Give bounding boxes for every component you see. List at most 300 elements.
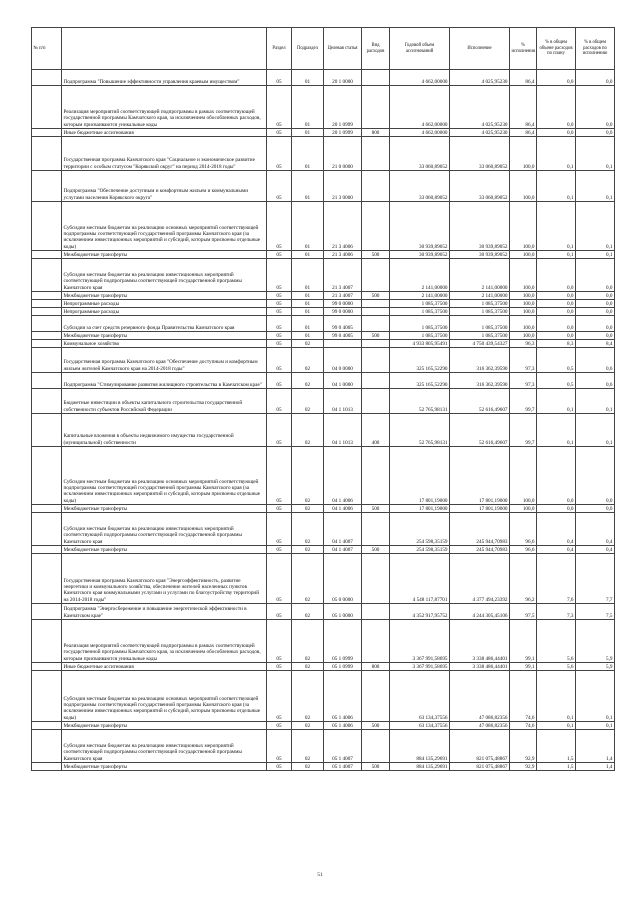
cell-num (32, 70, 62, 86)
cell-execution-percent: 100,0 (510, 202, 537, 251)
cell-annual-allocation: 17 801,19000 (390, 447, 450, 505)
cell-expense-type: 500 (362, 332, 390, 340)
cell-podrazdel: 01 (292, 171, 324, 202)
cell-execution-percent: 97,5 (510, 604, 537, 620)
table-row (32, 414, 615, 447)
cell-execution: 1 085,37500 (450, 300, 510, 308)
cell-annual-allocation: 33 060,89052 (390, 137, 450, 171)
cell-execution: 821 075,48867 (450, 763, 510, 771)
cell-execution: 17 801,19000 (450, 505, 510, 513)
table-row (32, 332, 615, 340)
cell-expense-type (362, 202, 390, 251)
cell-target-article: 21 0 0000 (324, 137, 362, 171)
cell-annual-allocation: 325 165,52290 (390, 373, 450, 389)
cell-execution: 1 085,37500 (450, 332, 510, 340)
cell-annual-allocation: 325 165,52290 (390, 348, 450, 373)
cell-share-execution: 0,1 (576, 137, 615, 171)
cell-target-article: 04 1 4006 (324, 447, 362, 505)
cell-execution: 4 377 494,23392 (450, 554, 510, 604)
cell-expense-type (362, 70, 390, 86)
table-row (32, 251, 615, 259)
cell-share-plan: 0,1 (537, 171, 576, 202)
cell-name: Субсидии местным бюджетам на реализацию основных мероприятий соответствующей подпрограммы соответствующей государственной программы Камчатского края (за исключением инвестиционных мероприятий и субсидий, которым присвоены отдельные коды) (62, 671, 267, 722)
cell-execution-percent: 100,0 (510, 505, 537, 513)
cell-num (32, 554, 62, 604)
cell-num (32, 505, 62, 513)
cell-num (32, 447, 62, 505)
table-row (32, 373, 615, 389)
cell-execution: 316 362,39590 (450, 373, 510, 389)
cell-num (32, 348, 62, 373)
cell-share-plan: 7,3 (537, 604, 576, 620)
cell-share-plan: 0,0 (537, 70, 576, 86)
cell-execution-percent: 99,7 (510, 414, 537, 447)
cell-razdel: 05 (267, 554, 292, 604)
cell-expense-type (362, 86, 390, 129)
cell-num (32, 137, 62, 171)
table-row (32, 546, 615, 554)
cell-share-execution: 1,4 (576, 763, 615, 771)
cell-share-plan: 0,0 (537, 316, 576, 332)
cell-name: Иные бюджетные ассигнования (62, 129, 267, 137)
cell-expense-type: 500 (362, 251, 390, 259)
cell-num (32, 300, 62, 308)
cell-num (32, 373, 62, 389)
cell-target-article: 99 0 0000 (324, 308, 362, 316)
cell-execution: 4 025,95230 (450, 70, 510, 86)
cell-name: Межбюджетные трансферты (62, 722, 267, 730)
cell-share-execution: 0,0 (576, 86, 615, 129)
table-row (32, 137, 615, 171)
cell-expense-type (362, 259, 390, 292)
cell-name: Государственная программа Камчатского края "Социальное и экономическое развитие территории с особым статусом "Корякский округ" на период 2014-2018 годы" (62, 137, 267, 171)
cell-razdel: 05 (267, 722, 292, 730)
cell-target-article: 20 1 0999 (324, 129, 362, 137)
cell-execution: 2 141,00000 (450, 259, 510, 292)
cell-share-execution: 7,5 (576, 604, 615, 620)
cell-podrazdel: 01 (292, 259, 324, 292)
cell-annual-allocation: 4 933 805,95491 (390, 340, 450, 348)
table-row (32, 763, 615, 771)
cell-share-plan: 0,0 (537, 447, 576, 505)
cell-share-execution: 0,0 (576, 259, 615, 292)
cell-annual-allocation: 52 765,98131 (390, 414, 450, 447)
cell-execution-percent: 100,0 (510, 332, 537, 340)
cell-expense-type: 800 (362, 129, 390, 137)
table-row (32, 300, 615, 308)
table-row (32, 604, 615, 620)
cell-annual-allocation: 1 085,37500 (390, 316, 450, 332)
cell-share-execution: 0,0 (576, 300, 615, 308)
cell-execution-percent: 99,7 (510, 389, 537, 414)
cell-num (32, 202, 62, 251)
cell-num (32, 86, 62, 129)
cell-execution-percent: 92,9 (510, 763, 537, 771)
cell-razdel: 05 (267, 129, 292, 137)
header-share-execution: % в общем расходов по исполнению (576, 28, 615, 70)
cell-share-plan: 0,5 (537, 373, 576, 389)
header-num: № п/п (32, 28, 62, 70)
cell-razdel: 05 (267, 332, 292, 340)
cell-execution: 4 244 305,45106 (450, 604, 510, 620)
cell-name: Межбюджетные трансферты (62, 251, 267, 259)
cell-share-plan: 0,1 (537, 251, 576, 259)
cell-name: Межбюджетные трансферты (62, 332, 267, 340)
cell-expense-type (362, 554, 390, 604)
cell-name: Коммунальное хозяйство (62, 340, 267, 348)
cell-name: Подпрограмма "Стимулирование развития жилищного строительства в Камчатском крае" (62, 373, 267, 389)
cell-target-article: 05 1 4007 (324, 763, 362, 771)
cell-share-execution: 0,1 (576, 722, 615, 730)
table-row (32, 129, 615, 137)
cell-execution-percent: 86,4 (510, 129, 537, 137)
cell-podrazdel: 02 (292, 554, 324, 604)
cell-share-execution: 0,0 (576, 332, 615, 340)
cell-execution-percent: 74,6 (510, 671, 537, 722)
cell-share-plan: 0,0 (537, 86, 576, 129)
cell-expense-type (362, 513, 390, 546)
cell-annual-allocation: 1 085,37500 (390, 308, 450, 316)
cell-share-plan: 0,0 (537, 505, 576, 513)
cell-num (32, 730, 62, 763)
table-row (32, 554, 615, 604)
cell-podrazdel: 01 (292, 316, 324, 332)
cell-share-plan: 1,5 (537, 763, 576, 771)
cell-target-article: 05 1 0999 (324, 663, 362, 671)
cell-expense-type: 500 (362, 763, 390, 771)
cell-execution-percent: 100,0 (510, 308, 537, 316)
cell-razdel: 05 (267, 340, 292, 348)
cell-razdel: 05 (267, 316, 292, 332)
cell-podrazdel: 01 (292, 300, 324, 308)
cell-name: Межбюджетные трансферты (62, 505, 267, 513)
cell-expense-type (362, 137, 390, 171)
cell-execution-percent: 96,6 (510, 513, 537, 546)
cell-razdel: 05 (267, 202, 292, 251)
cell-expense-type (362, 620, 390, 663)
cell-share-plan: 0,0 (537, 259, 576, 292)
cell-execution-percent: 86,4 (510, 70, 537, 86)
cell-execution: 47 086,82356 (450, 671, 510, 722)
table-row (32, 389, 615, 414)
cell-share-plan: 0,4 (537, 546, 576, 554)
cell-target-article (324, 340, 362, 348)
cell-execution: 47 086,82356 (450, 722, 510, 730)
cell-razdel: 05 (267, 513, 292, 546)
cell-expense-type (362, 340, 390, 348)
cell-num (32, 671, 62, 722)
cell-podrazdel: 02 (292, 722, 324, 730)
header-razdel: Раздел (267, 28, 292, 70)
cell-podrazdel: 02 (292, 620, 324, 663)
cell-podrazdel: 02 (292, 414, 324, 447)
table-row (32, 730, 615, 763)
cell-podrazdel: 01 (292, 129, 324, 137)
cell-annual-allocation: 254 598,35159 (390, 546, 450, 554)
cell-podrazdel: 01 (292, 202, 324, 251)
budget-table (31, 27, 615, 771)
cell-razdel: 05 (267, 86, 292, 129)
cell-target-article: 05 1 4006 (324, 722, 362, 730)
cell-razdel: 05 (267, 300, 292, 308)
table-row (32, 202, 615, 251)
cell-share-plan: 0,0 (537, 300, 576, 308)
cell-annual-allocation: 52 765,98131 (390, 389, 450, 414)
cell-execution: 33 060,89052 (450, 137, 510, 171)
cell-execution-percent: 100,0 (510, 171, 537, 202)
cell-execution-percent: 100,0 (510, 316, 537, 332)
cell-name: Бюджетные инвестиции в объекты капитального строительства государственной собственности субъектов Российской Федерации (62, 389, 267, 414)
cell-num (32, 389, 62, 414)
cell-razdel: 05 (267, 505, 292, 513)
cell-share-execution: 0,4 (576, 513, 615, 546)
cell-annual-allocation: 63 134,37556 (390, 671, 450, 722)
cell-expense-type: 500 (362, 722, 390, 730)
cell-execution-percent: 74,6 (510, 722, 537, 730)
cell-annual-allocation: 254 598,35159 (390, 513, 450, 546)
cell-name: Подпрограмма "Повышение эффективности управления краевым имуществом" (62, 70, 267, 86)
cell-target-article: 21 3 4007 (324, 259, 362, 292)
cell-execution: 4 025,95230 (450, 129, 510, 137)
cell-num (32, 332, 62, 340)
cell-execution: 4 025,95230 (450, 86, 510, 129)
cell-execution: 245 944,70983 (450, 513, 510, 546)
cell-podrazdel: 02 (292, 671, 324, 722)
cell-target-article: 05 1 0999 (324, 620, 362, 663)
cell-razdel: 05 (267, 663, 292, 671)
table-row (32, 171, 615, 202)
cell-execution-percent: 100,0 (510, 292, 537, 300)
cell-podrazdel: 02 (292, 340, 324, 348)
cell-name: Иные бюджетные ассигнования (62, 663, 267, 671)
cell-execution-percent: 92,9 (510, 730, 537, 763)
cell-execution: 30 939,89052 (450, 202, 510, 251)
cell-target-article: 21 3 0000 (324, 171, 362, 202)
cell-share-plan: 7,6 (537, 554, 576, 604)
cell-annual-allocation: 30 939,89052 (390, 251, 450, 259)
cell-target-article: 05 0 0000 (324, 554, 362, 604)
cell-expense-type (362, 300, 390, 308)
cell-razdel: 05 (267, 414, 292, 447)
cell-razdel: 05 (267, 171, 292, 202)
header-annual-allocation: Годовой объем ассигнований (390, 28, 450, 70)
cell-razdel: 05 (267, 546, 292, 554)
cell-execution: 4 750 439,54327 (450, 340, 510, 348)
cell-annual-allocation: 884 135,29691 (390, 763, 450, 771)
cell-target-article: 21 3 4007 (324, 292, 362, 300)
cell-share-execution: 0,1 (576, 414, 615, 447)
cell-expense-type (362, 316, 390, 332)
cell-expense-type (362, 373, 390, 389)
table-row (32, 70, 615, 86)
table-row (32, 86, 615, 129)
cell-target-article: 04 1 4007 (324, 546, 362, 554)
cell-share-execution: 1,4 (576, 730, 615, 763)
cell-share-execution: 0,0 (576, 308, 615, 316)
table-row (32, 447, 615, 505)
table-row (32, 505, 615, 513)
cell-share-plan: 0,1 (537, 389, 576, 414)
header-expense-type: Вид расходов (362, 28, 390, 70)
cell-share-plan: 0,0 (537, 129, 576, 137)
cell-annual-allocation: 30 939,89052 (390, 202, 450, 251)
cell-num (32, 604, 62, 620)
cell-expense-type (362, 308, 390, 316)
cell-share-execution: 8,4 (576, 340, 615, 348)
cell-annual-allocation: 4 662,00000 (390, 86, 450, 129)
cell-annual-allocation: 4 548 117,87701 (390, 554, 450, 604)
cell-execution: 3 338 486,44401 (450, 663, 510, 671)
header-share-plan: % в общем объеме расходов по плану (537, 28, 576, 70)
cell-podrazdel: 01 (292, 308, 324, 316)
cell-razdel: 05 (267, 604, 292, 620)
cell-num (32, 292, 62, 300)
cell-razdel: 05 (267, 763, 292, 771)
cell-share-plan: 0,0 (537, 308, 576, 316)
cell-expense-type (362, 730, 390, 763)
cell-share-plan: 0,1 (537, 202, 576, 251)
cell-podrazdel: 02 (292, 447, 324, 505)
cell-target-article: 99 0 4005 (324, 316, 362, 332)
cell-target-article: 21 3 4006 (324, 251, 362, 259)
cell-expense-type (362, 389, 390, 414)
cell-execution: 3 338 486,44401 (450, 620, 510, 663)
cell-num (32, 763, 62, 771)
cell-podrazdel: 02 (292, 389, 324, 414)
cell-execution-percent: 99,1 (510, 620, 537, 663)
cell-name: Субсидии за счет средств резервного фонда Правительства Камчатского края (62, 316, 267, 332)
cell-target-article: 04 1 1013 (324, 414, 362, 447)
cell-annual-allocation: 1 085,37500 (390, 300, 450, 308)
cell-name: Подпрограмма "Обеспечение доступным и комфортным жильем и коммунальными услугами населения Корякского округа" (62, 171, 267, 202)
cell-execution: 52 616,49607 (450, 414, 510, 447)
cell-expense-type (362, 604, 390, 620)
cell-share-plan: 8,3 (537, 340, 576, 348)
cell-share-plan: 0,5 (537, 348, 576, 373)
table-row (32, 292, 615, 300)
cell-razdel: 05 (267, 70, 292, 86)
cell-annual-allocation: 884 135,29691 (390, 730, 450, 763)
cell-share-execution: 0,1 (576, 251, 615, 259)
cell-execution: 245 944,70983 (450, 546, 510, 554)
cell-podrazdel: 02 (292, 663, 324, 671)
cell-name: Непрограммные расходы (62, 300, 267, 308)
header-target-article: Целевая статья (324, 28, 362, 70)
cell-num (32, 251, 62, 259)
cell-execution-percent: 100,0 (510, 251, 537, 259)
cell-execution-percent: 100,0 (510, 300, 537, 308)
cell-share-plan: 0,1 (537, 414, 576, 447)
header-name (62, 28, 267, 70)
cell-num (32, 316, 62, 332)
cell-podrazdel: 02 (292, 546, 324, 554)
cell-execution-percent: 99,1 (510, 663, 537, 671)
cell-execution-percent: 97,3 (510, 348, 537, 373)
cell-share-execution: 0,0 (576, 70, 615, 86)
cell-execution: 2 141,00000 (450, 292, 510, 300)
cell-annual-allocation: 4 662,00000 (390, 129, 450, 137)
cell-target-article: 99 0 4005 (324, 332, 362, 340)
cell-share-plan: 0,1 (537, 722, 576, 730)
cell-target-article: 04 0 0000 (324, 348, 362, 373)
page-number: 51 (317, 872, 323, 878)
cell-annual-allocation: 33 060,89052 (390, 171, 450, 202)
cell-name: Государственная программа Камчатского края "Энергоэффективность, развитие энергетики и коммунального хозяйства, обеспечение жителей населенных пунктов Камчатского края коммунальными услугами и услугами по благоустройству территорий на 2014-2018 годы" (62, 554, 267, 604)
cell-share-plan: 0,1 (537, 671, 576, 722)
cell-expense-type (362, 447, 390, 505)
cell-target-article: 05 1 4006 (324, 671, 362, 722)
cell-name: Субсидии местным бюджетам на реализацию инвестиционных мероприятий соответствующей подпрограммы соответствующей государственной программы Камчатского края (62, 730, 267, 763)
table-body (32, 70, 615, 771)
cell-podrazdel: 02 (292, 373, 324, 389)
cell-razdel: 05 (267, 730, 292, 763)
cell-razdel: 05 (267, 389, 292, 414)
table-row (32, 259, 615, 292)
cell-name: Капитальные вложения в объекты недвижимого имущества государственной (муниципальной) собственности (62, 414, 267, 447)
cell-razdel: 05 (267, 251, 292, 259)
cell-razdel: 05 (267, 447, 292, 505)
cell-num (32, 513, 62, 546)
cell-target-article: 21 3 4006 (324, 202, 362, 251)
cell-expense-type (362, 348, 390, 373)
cell-target-article: 04 1 1013 (324, 389, 362, 414)
cell-name: Субсидии местным бюджетам на реализацию инвестиционных мероприятий соответствующей подпрограммы соответствующей государственной программы Камчатского края (62, 259, 267, 292)
cell-podrazdel: 01 (292, 70, 324, 86)
cell-name: Межбюджетные трансферты (62, 292, 267, 300)
table-row (32, 513, 615, 546)
cell-share-plan: 0,0 (537, 292, 576, 300)
cell-name: Межбюджетные трансферты (62, 763, 267, 771)
cell-num (32, 340, 62, 348)
cell-target-article: 04 1 0000 (324, 373, 362, 389)
cell-annual-allocation: 2 141,00000 (390, 259, 450, 292)
cell-share-plan: 5,6 (537, 620, 576, 663)
cell-name: Субсидии местным бюджетам на реализацию инвестиционных мероприятий соответствующей подпрограммы соответствующей государственной программы Камчатского края (62, 513, 267, 546)
cell-execution-percent: 100,0 (510, 447, 537, 505)
cell-execution: 316 362,39590 (450, 348, 510, 373)
cell-share-execution: 5,9 (576, 663, 615, 671)
cell-share-execution: 0,4 (576, 546, 615, 554)
cell-podrazdel: 01 (292, 292, 324, 300)
cell-podrazdel: 02 (292, 730, 324, 763)
cell-name: Реализация мероприятий соответствующей подпрограммы в рамках соответствующей государственной программы Камчатского края, за исключением обособленных расходов, которым присваиваются уникальные коды (62, 620, 267, 663)
cell-share-execution: 0,0 (576, 505, 615, 513)
table-row (32, 671, 615, 722)
cell-num (32, 722, 62, 730)
cell-num (32, 620, 62, 663)
table-row (32, 722, 615, 730)
cell-podrazdel: 02 (292, 604, 324, 620)
cell-share-execution: 0,1 (576, 389, 615, 414)
table-header-row (32, 28, 615, 70)
cell-annual-allocation: 17 801,19000 (390, 505, 450, 513)
cell-podrazdel: 01 (292, 251, 324, 259)
table-row (32, 663, 615, 671)
cell-podrazdel: 01 (292, 332, 324, 340)
cell-expense-type: 500 (362, 292, 390, 300)
cell-podrazdel: 02 (292, 513, 324, 546)
cell-expense-type (362, 171, 390, 202)
cell-target-article: 99 0 0000 (324, 300, 362, 308)
cell-share-plan: 0,1 (537, 137, 576, 171)
cell-name: Межбюджетные трансферты (62, 546, 267, 554)
cell-target-article: 05 1 4007 (324, 730, 362, 763)
cell-share-execution: 0,0 (576, 447, 615, 505)
cell-podrazdel: 01 (292, 86, 324, 129)
cell-name: Государственная программа Камчатского края "Обеспечение доступным и комфортным жильем жителей Камчатского края на 2014-2018 годы" (62, 348, 267, 373)
cell-share-execution: 0,1 (576, 171, 615, 202)
cell-podrazdel: 02 (292, 505, 324, 513)
